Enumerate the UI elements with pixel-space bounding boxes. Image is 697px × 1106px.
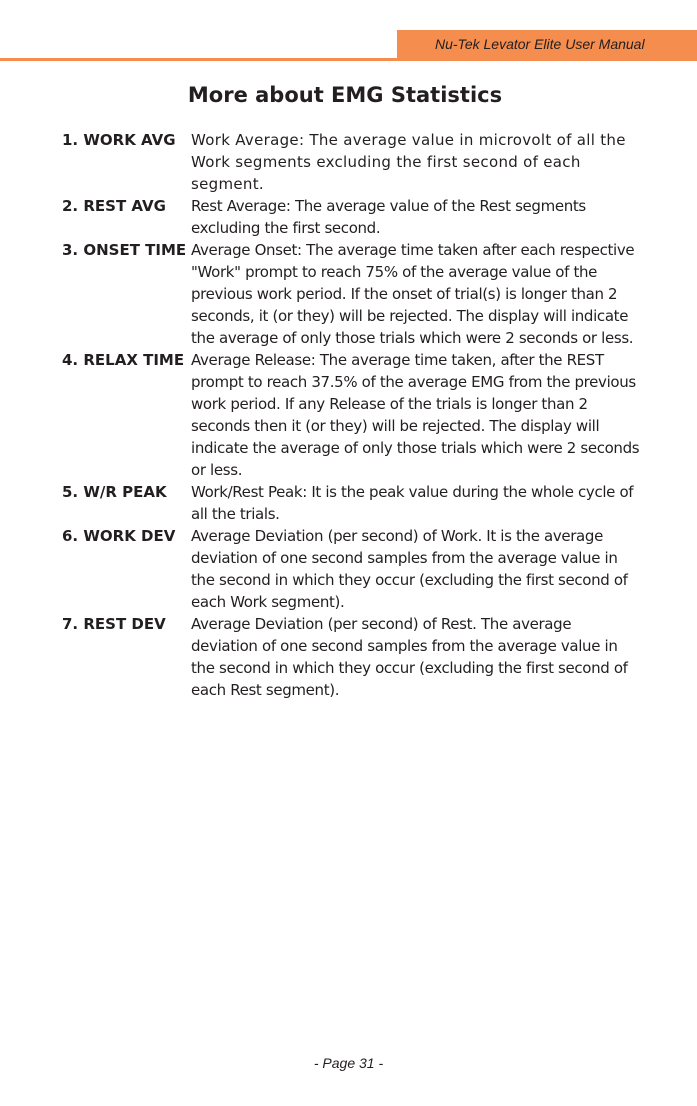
- definition-description: Average Deviation (per second) of Work. It is the average deviation of one second samples from the average value in the second in which they occur (excluding the first second of each Work segment).: [191, 527, 628, 611]
- definition-item-rest-avg: [62, 195, 642, 239]
- definition-description: Rest Average: The average value of the Rest segments excluding the first second.: [191, 197, 586, 237]
- manual-title-tab: [397, 30, 697, 59]
- page-title: More about EMG Statistics: [187, 83, 503, 107]
- definition-description: Average Release: The average time taken, after the REST prompt to reach 37.5% of the average EMG from the previous work period. If any Release of the trials is longer than 2 seconds then it (or they) will be rejected. The display will indicate the average of only those trials which were 2 seconds or less.: [191, 351, 640, 479]
- definition-term: 3. ONSET TIME: [62, 241, 187, 259]
- definition-term: 7. REST DEV: [62, 615, 166, 633]
- definition-term: 6. WORK DEV: [62, 527, 176, 545]
- definition-item-work-dev: [62, 525, 642, 613]
- definition-description: Work Average: The average value in microvolt of all the Work segments excluding the first second of each segment.: [191, 131, 626, 193]
- definition-description: Average Onset: The average time taken after each respective "Work" prompt to reach 75% of the average value of the previous work period. If the onset of trial(s) is longer than 2 seconds, it (or they) will be rejected. The display will indicate the average of only those trials which were 2 seconds or less.: [191, 241, 635, 347]
- definition-term: 2. REST AVG: [62, 197, 166, 215]
- definition-description: Work/Rest Peak: It is the peak value during the whole cycle of all the trials.: [191, 483, 634, 523]
- definition-term: 4. RELAX TIME: [62, 351, 185, 369]
- manual-title: Nu-Tek Levator Elite User Manual: [435, 36, 645, 52]
- definition-term: 1. WORK AVG: [62, 131, 176, 149]
- definition-item-onset-time: [62, 239, 642, 349]
- definition-item-relax-time: [62, 349, 642, 481]
- definition-list: [62, 129, 642, 701]
- definition-item-rest-dev: [62, 613, 642, 701]
- definition-item-work-avg: [62, 129, 642, 195]
- definition-term: 5. W/R PEAK: [62, 483, 167, 501]
- page-number: - Page 31 -: [313, 1055, 384, 1071]
- header-rule: [0, 58, 697, 61]
- definition-item-wr-peak: [62, 481, 642, 525]
- definition-description: Average Deviation (per second) of Rest. The average deviation of one second samples from the average value in the second in which they occur (excluding the first second of each Rest segment).: [191, 615, 628, 699]
